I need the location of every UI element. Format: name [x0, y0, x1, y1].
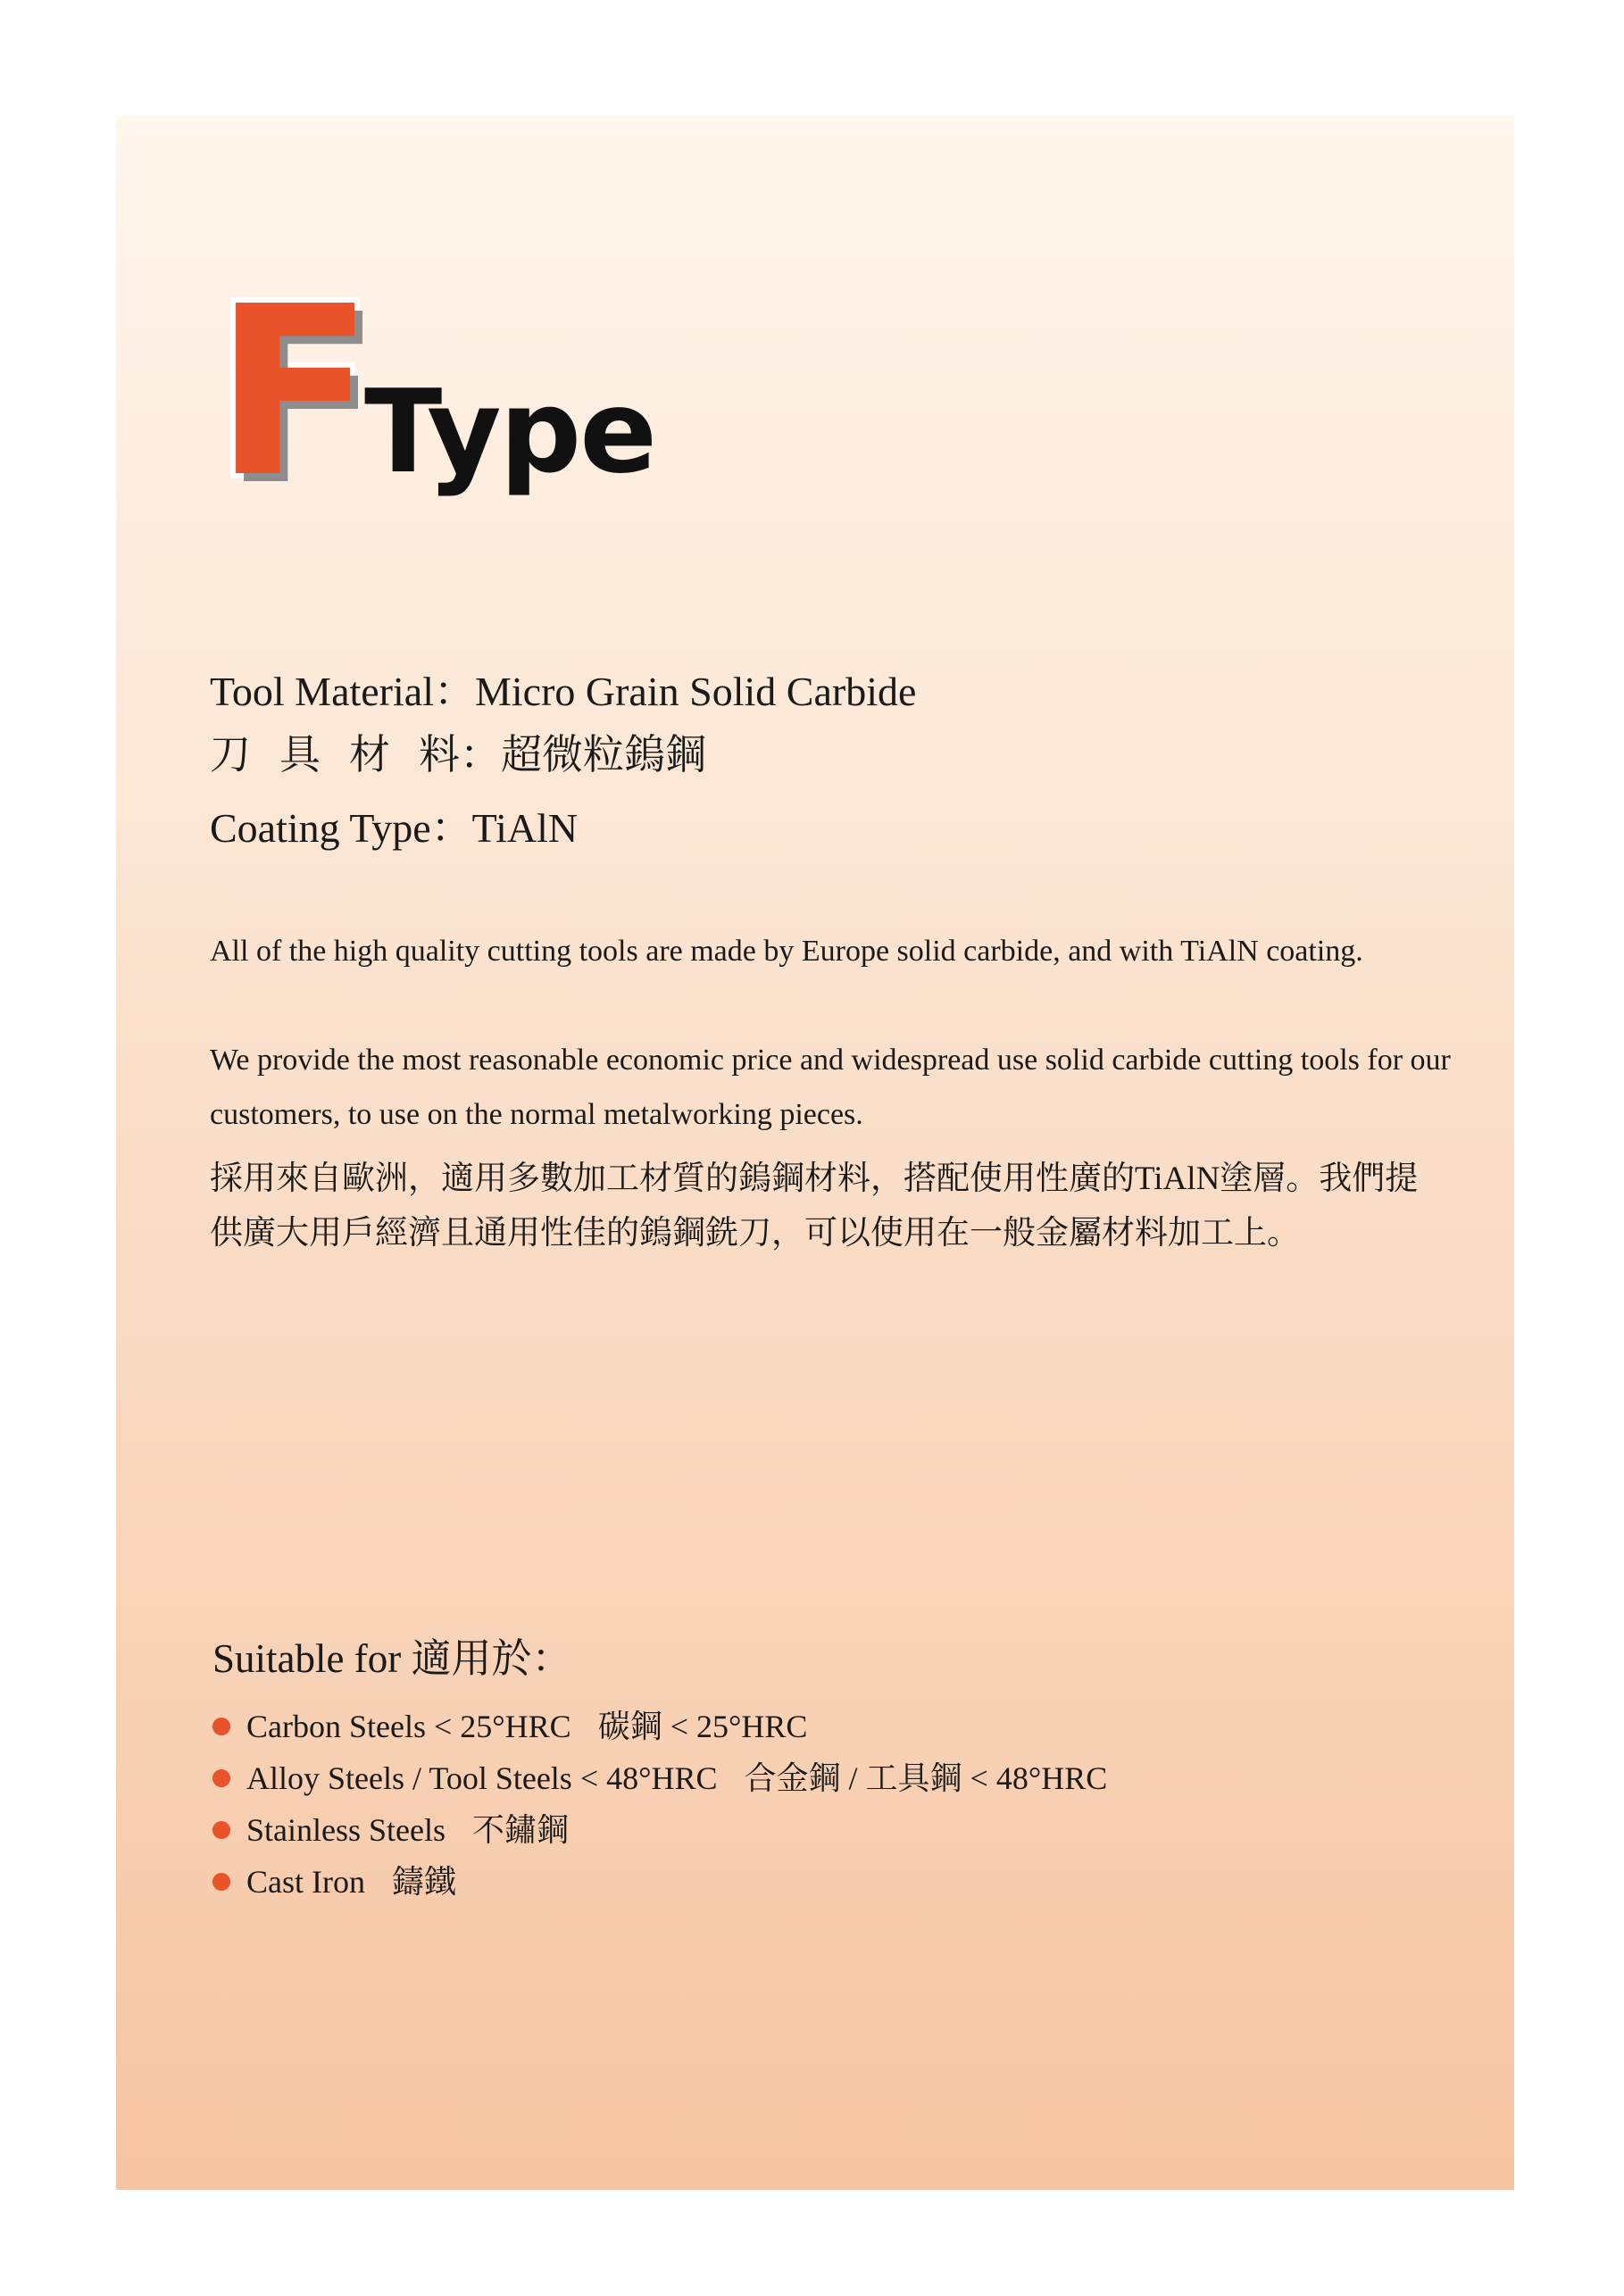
tool-material-cn-char: 刀	[210, 732, 251, 778]
type-word: Type	[364, 366, 655, 499]
tool-material-cn-value: ：超微粒鎢鋼	[460, 732, 706, 778]
material-cn: 不鏽鋼	[472, 1812, 570, 1848]
list-item	[212, 1856, 1107, 1908]
type-letter-logo: F	[214, 256, 374, 528]
tool-material-en: Tool Material：Micro Grain Solid Carbide	[210, 669, 917, 714]
suitable-materials-list	[212, 1701, 1107, 1908]
tool-material-cn-char: 料	[419, 732, 460, 778]
coating-type: Coating Type：TiAlN	[210, 805, 579, 851]
list-item	[212, 1804, 1107, 1856]
bullet-dot-icon	[212, 1873, 230, 1891]
bullet-dot-icon	[212, 1718, 230, 1735]
material-cn: 碳鋼 < 25°HRC	[597, 1709, 808, 1744]
material-en: Stainless Steels	[246, 1812, 446, 1848]
description-en-2: We provide the most reasonable economic price and widespread use solid carbide cutting tools for our customers, to use on the normal metalworking pieces.	[210, 1044, 1451, 1131]
material-en: Alloy Steels / Tool Steels < 48°HRC	[246, 1760, 718, 1796]
material-cn: 合金鋼 / 工具鋼 < 48°HRC	[744, 1760, 1108, 1796]
material-cn: 鑄鐵	[391, 1864, 456, 1900]
description-en-1: All of the high quality cutting tools are made by Europe solid carbide, and with TiAlN coating.	[210, 935, 1363, 968]
material-en: Cast Iron	[246, 1864, 365, 1900]
description-cn: 採用來自歐洲，適用多數加工材質的鎢鋼材料，搭配使用性廣的TiAlN塗層。我們提供廣大用戶經濟且通用性佳的鎢鋼銑刀，可以使用在一般金屬材料加工上。	[210, 1160, 1419, 1252]
material-en: Carbon Steels < 25°HRC	[246, 1709, 571, 1744]
list-item	[212, 1701, 1107, 1752]
catalog-page-panel	[116, 116, 1514, 2190]
tool-material-cn	[210, 730, 706, 780]
suitable-for-heading: Suitable for 適用於：	[212, 1636, 572, 1681]
title-block	[214, 256, 839, 528]
bullet-dot-icon	[212, 1821, 230, 1839]
tool-material-cn-char: 具	[279, 732, 321, 778]
tool-material-cn-char: 材	[349, 732, 390, 778]
bullet-dot-icon	[212, 1769, 230, 1787]
list-item	[212, 1752, 1107, 1804]
